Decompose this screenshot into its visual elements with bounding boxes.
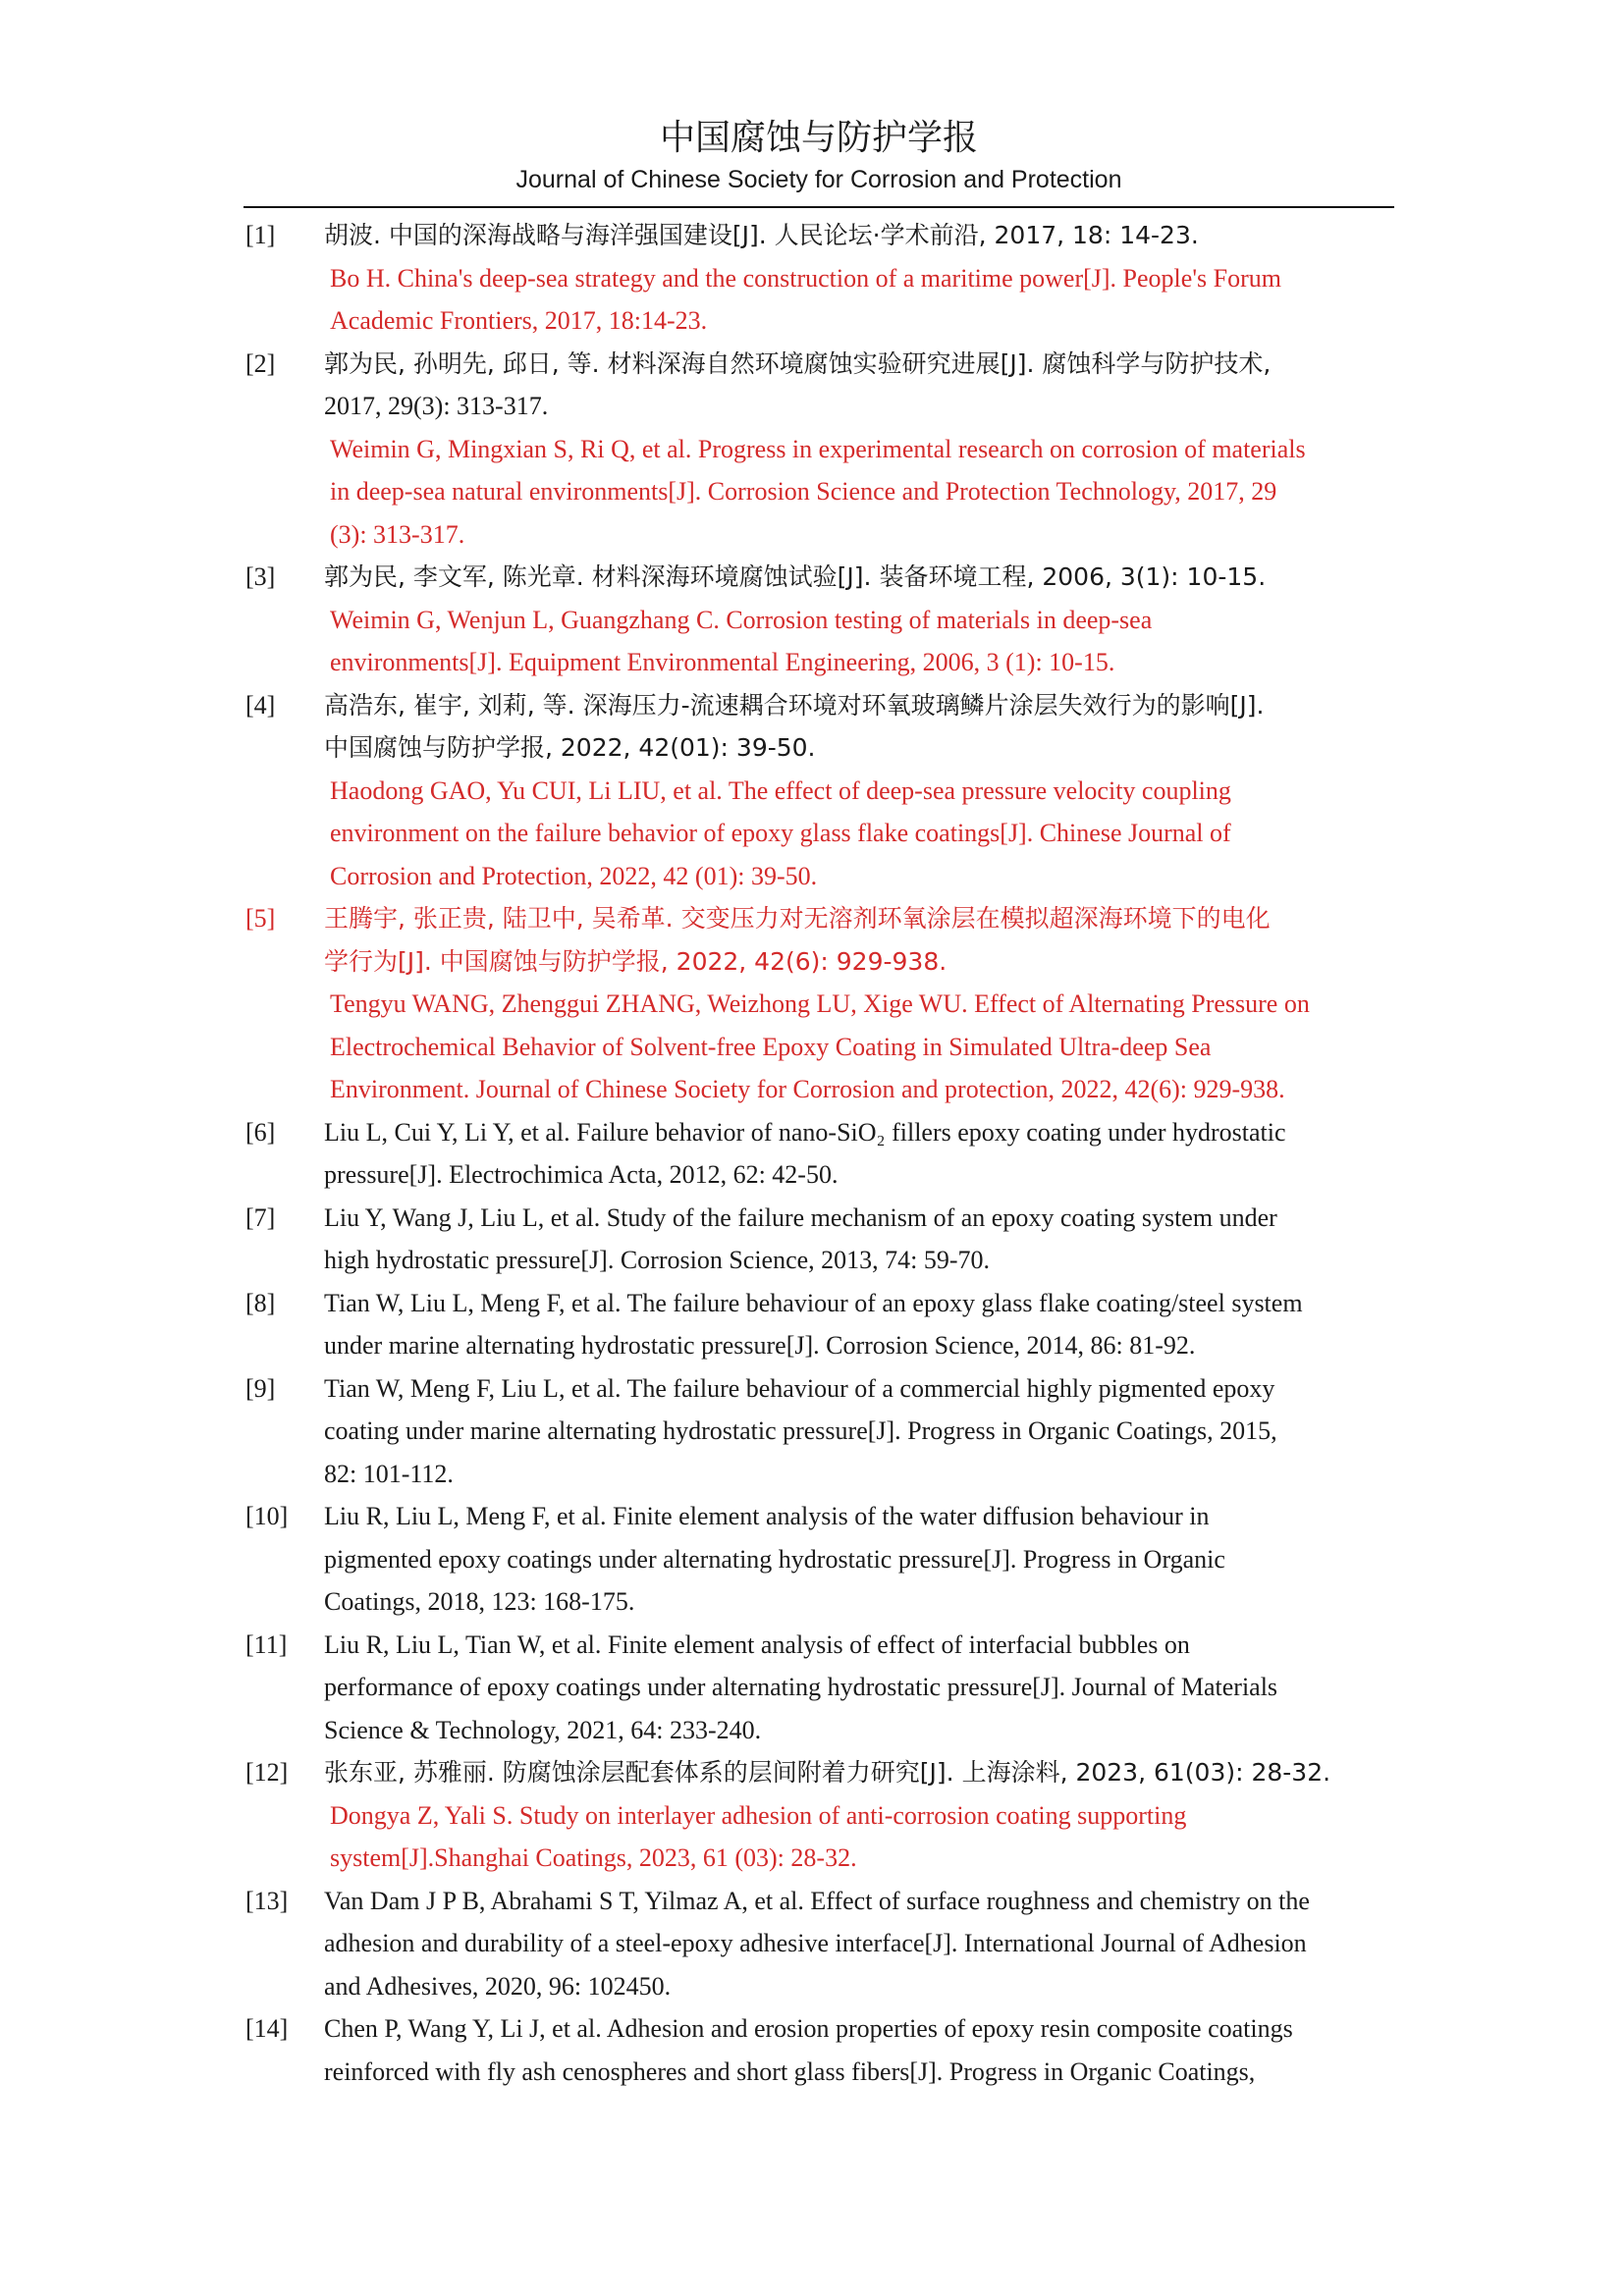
reference-translation-line: system[J].Shanghai Coatings, 2023, 61 (03): 28-32. <box>330 1843 857 1872</box>
reference-text-line: Liu R, Liu L, Meng F, et al. Finite element analysis of the water diffusion behaviour in <box>324 1502 1210 1530</box>
reference-translation-line: Academic Frontiers, 2017, 18:14-23. <box>330 306 708 335</box>
reference-translation-line: Weimin G, Mingxian S, Ri Q, et al. Progress in experimental research on corrosion of materials <box>330 434 1306 463</box>
reference-text-line: 胡波. 中国的深海战略与海洋强国建设[J]. 人民论坛·学术前沿, 2017, 18: 14-23. <box>324 221 1199 249</box>
reference-item <box>245 897 1394 1111</box>
reference-text-line: adhesion and durability of a steel-epoxy adhesive interface[J]. International Journal of Adhesion <box>324 1929 1307 1957</box>
reference-text-line: under marine alternating hydrostatic pressure[J]. Corrosion Science, 2014, 86: 81-92. <box>324 1331 1196 1360</box>
reference-translation-line: in deep-sea natural environments[J]. Corrosion Science and Protection Technology, 2017, 29 <box>330 477 1277 506</box>
reference-translation-line: (3): 313-317. <box>330 519 465 549</box>
reference-number: [4] <box>245 690 276 720</box>
reference-number: [14] <box>245 2014 289 2043</box>
reference-number: [10] <box>245 1502 289 1530</box>
reference-translation-line: 学行为[J]. 中国腐蚀与防护学报, 2022, 42(6): 929-938. <box>324 946 947 976</box>
reference-translation-line: Bo H. China's deep-sea strategy and the construction of a maritime power[J]. People's Forum <box>330 263 1281 293</box>
reference-text-line: 郭为民, 李文军, 陈光章. 材料深海环境腐蚀试验[J]. 装备环境工程, 2006, 3(1): 10-15. <box>324 562 1267 591</box>
reference-item <box>245 1197 1394 1282</box>
journal-title-cn: 中国腐蚀与防护学报 <box>659 118 978 158</box>
reference-text-line: 张东亚, 苏雅丽. 防腐蚀涂层配套体系的层间附着力研究[J]. 上海涂料, 2023, 61(03): 28-32. <box>324 1758 1331 1787</box>
reference-number: [2] <box>245 348 276 378</box>
reference-item <box>245 343 1394 557</box>
reference-translation-line: 王腾宇, 张正贵, 陆卫中, 吴希革. 交变压力对无溶剂环氧涂层在模拟超深海环境下的电化 <box>324 904 1271 933</box>
reference-text-line: 高浩东, 崔宇, 刘莉, 等. 深海压力-流速耦合环境对环氧玻璃鳞片涂层失效行为的影响[J]. <box>324 690 1265 720</box>
reference-number: [5] <box>245 904 276 933</box>
reference-text-line: 82: 101-112. <box>324 1459 454 1488</box>
reference-translation-line: Weimin G, Wenjun L, Guangzhang C. Corrosion testing of materials in deep-sea <box>330 605 1153 634</box>
reference-text-line: reinforced with fly ash cenospheres and short glass fibers[J]. Progress in Organic Coatings, <box>324 2056 1256 2086</box>
reference-number: [12] <box>245 1758 289 1787</box>
reference-item <box>245 556 1394 684</box>
reference-text-line: Liu Y, Wang J, Liu L, et al. Study of the failure mechanism of an epoxy coating system under <box>324 1202 1277 1232</box>
reference-translation-line: Dongya Z, Yali S. Study on interlayer adhesion of anti-corrosion coating supporting <box>330 1800 1187 1830</box>
reference-number: [13] <box>245 1886 289 1915</box>
reference-translation-line: environments[J]. Equipment Environmental Engineering, 2006, 3 (1): 10-15. <box>330 648 1115 676</box>
reference-text-line: Tian W, Meng F, Liu L, et al. The failure behaviour of a commercial highly pigmented epoxy <box>324 1373 1275 1403</box>
reference-text-line: Science & Technology, 2021, 64: 233-240. <box>324 1715 762 1744</box>
reference-number: [8] <box>245 1288 276 1317</box>
reference-text-line: and Adhesives, 2020, 96: 102450. <box>324 1971 672 2001</box>
journal-header <box>244 116 1394 194</box>
reference-text-line: high hydrostatic pressure[J]. Corrosion Science, 2013, 74: 59-70. <box>324 1246 991 1274</box>
reference-number: [3] <box>245 562 276 591</box>
reference-item <box>245 1624 1394 1752</box>
reference-item <box>245 1751 1394 1880</box>
reference-text-line: pressure[J]. Electrochimica Acta, 2012, 62: 42-50. <box>324 1160 839 1189</box>
reference-translation-line: Environment. Journal of Chinese Society for Corrosion and protection, 2022, 42(6): 929-938. <box>330 1075 1285 1103</box>
reference-translation-line: Corrosion and Protection, 2022, 42 (01): 39-50. <box>330 861 818 890</box>
reference-text-line: Liu L, Cui Y, Li Y, et al. Failure behavior of nano-SiO₂ fillers epoxy coating under hydrostatic <box>324 1117 1286 1147</box>
reference-text-line: 中国腐蚀与防护学报, 2022, 42(01): 39-50. <box>324 733 816 762</box>
reference-text-line: Tian W, Liu L, Meng F, et al. The failure behaviour of an epoxy glass flake coating/steel system <box>324 1288 1303 1317</box>
reference-text-line: Coatings, 2018, 123: 168-175. <box>324 1587 635 1616</box>
reference-number: [11] <box>245 1629 288 1659</box>
reference-number: [7] <box>245 1202 276 1232</box>
journal-title-en: Journal of Chinese Society for Corrosion and Protection <box>515 166 1122 193</box>
reference-text-line: pigmented epoxy coatings under alternating hydrostatic pressure[J]. Progress in Organic <box>324 1544 1225 1574</box>
reference-item <box>245 2007 1394 2093</box>
reference-text-line: Chen P, Wang Y, Li J, et al. Adhesion and erosion properties of epoxy resin composite coatings <box>324 2014 1293 2043</box>
reference-item <box>245 684 1394 898</box>
reference-list <box>245 214 1394 2093</box>
header-rule <box>244 206 1394 208</box>
reference-text-line: coating under marine alternating hydrostatic pressure[J]. Progress in Organic Coatings, 2015, <box>324 1416 1277 1445</box>
reference-text-line: 郭为民, 孙明先, 邱日, 等. 材料深海自然环境腐蚀实验研究进展[J]. 腐蚀科学与防护技术, <box>324 348 1272 378</box>
reference-item <box>245 1495 1394 1624</box>
reference-item <box>245 1367 1394 1496</box>
reference-translation-line: Tengyu WANG, Zhenggui ZHANG, Weizhong LU, Xige WU. Effect of Alternating Pressure on <box>330 989 1310 1018</box>
reference-number: [6] <box>245 1117 276 1147</box>
reference-translation-line: Haodong GAO, Yu CUI, Li LIU, et al. The effect of deep-sea pressure velocity coupling <box>330 775 1231 805</box>
reference-number: [9] <box>245 1373 276 1403</box>
reference-number: [1] <box>245 221 276 249</box>
reference-translation-line: Electrochemical Behavior of Solvent-free Epoxy Coating in Simulated Ultra-deep Sea <box>330 1032 1212 1061</box>
reference-item <box>245 1282 1394 1367</box>
reference-text-line: Liu R, Liu L, Tian W, et al. Finite element analysis of effect of interfacial bubbles on <box>324 1629 1190 1659</box>
reference-item <box>245 1111 1394 1197</box>
reference-item <box>245 1880 1394 2008</box>
reference-text-line: 2017, 29(3): 313-317. <box>324 392 549 420</box>
reference-translation-line: environment on the failure behavior of epoxy glass flake coatings[J]. Chinese Journal of <box>330 819 1231 847</box>
reference-text-line: performance of epoxy coatings under alternating hydrostatic pressure[J]. Journal of Materials <box>324 1673 1278 1701</box>
reference-item <box>245 214 1394 343</box>
reference-text-line: Van Dam J P B, Abrahami S T, Yilmaz A, et al. Effect of surface roughness and chemistry on the <box>324 1886 1310 1915</box>
